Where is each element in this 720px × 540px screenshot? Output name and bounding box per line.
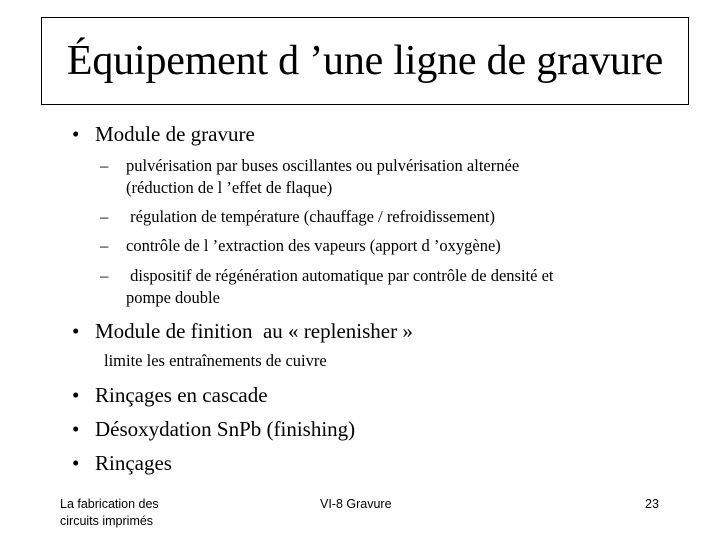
dash-icon: –	[100, 156, 109, 175]
page-number: 23	[645, 497, 659, 511]
dash-icon: –	[100, 266, 109, 285]
dash-item-line: (réduction de l ’effet de flaque)	[126, 178, 333, 197]
bullet-icon: •	[72, 383, 80, 407]
bullet-desoxydation	[72, 417, 356, 442]
bullet-icon: •	[72, 122, 80, 146]
bullet-label: Module de finition au « replenisher »	[95, 319, 413, 343]
dash-item-line: régulation de température (chauffage / refroidissement)	[126, 207, 495, 226]
dash-item-line: pompe double	[126, 288, 220, 307]
dash-item-pulverisation	[100, 155, 520, 199]
bullet-module-gravure	[72, 122, 255, 147]
dash-item-regeneration	[100, 265, 554, 309]
bullet-icon: •	[72, 417, 80, 441]
footer-left	[60, 496, 159, 530]
dash-item-line: dispositif de régénération automatique par contrôle de densité et	[126, 266, 554, 285]
footer-left-line: circuits imprimés	[60, 514, 154, 528]
dash-item-regulation	[100, 206, 495, 228]
slide-title: Équipement d ’une ligne de gravure	[66, 38, 664, 84]
dash-icon: –	[100, 236, 109, 255]
dash-item-line: pulvérisation par buses oscillantes ou pulvérisation alternée	[126, 156, 520, 175]
dash-item-extraction	[100, 235, 501, 257]
footer-left-line: La fabrication des	[60, 497, 159, 511]
dash-item-line: contrôle de l ’extraction des vapeurs (apport d ’oxygène)	[126, 236, 501, 255]
bullet-rincages-cascade	[72, 383, 268, 408]
bullet-rincages	[72, 451, 172, 476]
title-box	[41, 17, 689, 105]
footer-center: VI-8 Gravure	[320, 497, 392, 511]
bullet-icon: •	[72, 319, 80, 343]
finition-note: limite les entraînements de cuivre	[104, 351, 327, 370]
bullet-label: Désoxydation SnPb (finishing)	[95, 417, 356, 441]
dash-icon: –	[100, 207, 109, 226]
bullet-label: Rinçages	[95, 451, 172, 475]
bullet-label: Rinçages en cascade	[95, 383, 268, 407]
bullet-module-finition	[72, 319, 413, 344]
bullet-icon: •	[72, 451, 80, 475]
bullet-label: Module de gravure	[95, 122, 255, 146]
